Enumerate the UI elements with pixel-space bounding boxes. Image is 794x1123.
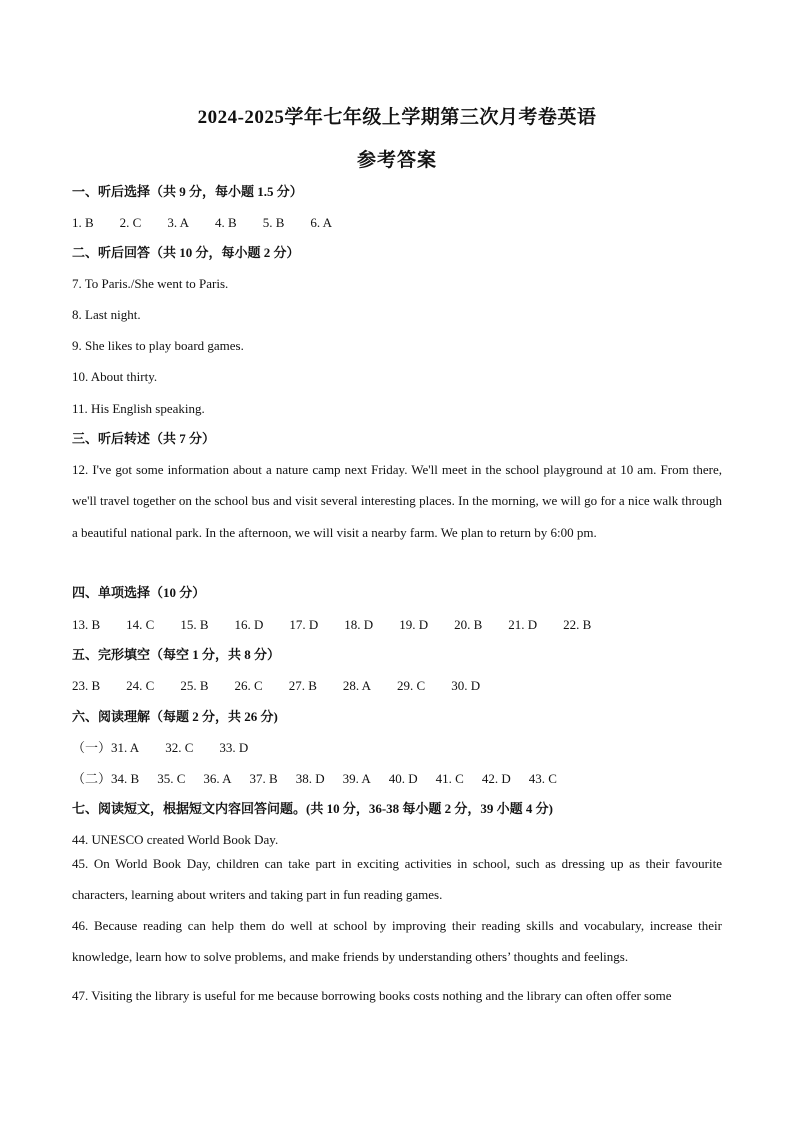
answer-7: 7. To Paris./She went to Paris.	[72, 276, 229, 291]
section-4-answers	[72, 617, 722, 633]
section-5-heading: 五、完形填空（每空 1 分，共 8 分）	[72, 647, 281, 662]
section-1-heading: 一、听后选择（共 9 分，每小题 1.5 分）	[72, 184, 303, 199]
answer-item: 17. D	[289, 617, 319, 632]
answer-item: 31. A	[111, 740, 140, 755]
answer-item: 6. A	[310, 215, 333, 230]
answer-item: 2. C	[119, 215, 142, 230]
answer-item: 43. C	[528, 771, 557, 786]
answer-item: 41. C	[435, 771, 464, 786]
answer-item: 25. B	[180, 678, 209, 693]
section-1-answers	[72, 215, 722, 231]
answer-item: 30. D	[451, 678, 481, 693]
section-5-answers	[72, 678, 722, 694]
answer-item: 18. D	[344, 617, 374, 632]
section-2-heading: 二、听后回答（共 10 分，每小题 2 分）	[72, 245, 300, 260]
section-6-part-2-answers	[72, 771, 722, 787]
answer-item: 32. C	[165, 740, 194, 755]
section-3-heading: 三、听后转述（共 7 分）	[72, 431, 216, 446]
answer-item: 15. B	[180, 617, 209, 632]
answer-10: 10. About thirty.	[72, 369, 158, 384]
answer-9: 9. She likes to play board games.	[72, 338, 244, 353]
answer-item: 34. B	[111, 771, 140, 786]
section-6-heading: 六、阅读理解（每题 2 分，共 26 分)	[72, 709, 278, 724]
answer-item: 23. B	[72, 678, 101, 693]
answer-11: 11. His English speaking.	[72, 401, 205, 416]
answer-item: 22. B	[563, 617, 592, 632]
part-label: （一）	[72, 740, 112, 755]
answer-item: 13. B	[72, 617, 101, 632]
answer-item: 4. B	[215, 215, 237, 230]
section-4-heading: 四、单项选择（10 分）	[72, 585, 206, 600]
section-7-heading: 七、阅读短文，根据短文内容回答问题。(共 10 分，36-38 每小题 2 分，39 小题 4 分)	[72, 801, 553, 816]
answer-item: 36. A	[203, 771, 232, 786]
answer-item: 5. B	[262, 215, 285, 230]
answer-item: 33. D	[219, 740, 249, 755]
answer-item: 3. A	[167, 215, 190, 230]
answer-8: 8. Last night.	[72, 307, 141, 322]
answer-44: 44. UNESCO created World Book Day.	[72, 832, 279, 847]
document-subtitle: 参考答案	[356, 150, 437, 171]
answer-item: 29. C	[397, 678, 426, 693]
answer-item: 37. B	[249, 771, 278, 786]
answer-47-start: 47. Visiting the library is useful for me because borrowing books costs nothing and the library can often offer some	[72, 988, 672, 1003]
answer-46-paragraph: 46. Because reading can help them do well at school by improving their reading skills and vocabulary, increase their knowledge, learn how to solve problems, and make friends by understanding others’ thoughts and feelings.	[72, 918, 722, 965]
answer-item: 19. D	[399, 617, 429, 632]
answer-item: 35. C	[157, 771, 186, 786]
part-label: （二）	[72, 771, 112, 786]
answer-45-paragraph: 45. On World Book Day, children can take part in exciting activities in school, such as dressing up as their favourite characters, learning about writers and taking part in fun reading games.	[72, 856, 722, 903]
document-title: 2024-2025学年七年级上学期第三次月考卷英语	[197, 107, 597, 128]
answer-item: 39. A	[342, 771, 371, 786]
answer-item: 42. D	[481, 771, 511, 786]
answer-item: 14. C	[126, 617, 155, 632]
answer-item: 1. B	[72, 215, 94, 230]
answer-item: 40. D	[388, 771, 418, 786]
answer-item: 16. D	[234, 617, 264, 632]
answer-item: 20. B	[454, 617, 483, 632]
answer-item: 21. D	[508, 617, 538, 632]
answer-item: 38. D	[295, 771, 325, 786]
answer-item: 24. C	[126, 678, 155, 693]
section-6-part-1-answers	[72, 740, 722, 756]
answer-item: 27. B	[288, 678, 317, 693]
answer-item: 26. C	[234, 678, 263, 693]
answer-12-paragraph: 12. I've got some information about a nature camp next Friday. We'll meet in the school playground at 10 am. From there, we'll travel together on the school bus and visit several interesting places. In the morning, we will go for a nice walk through a beautiful national park. In the afternoon, we will visit a nearby farm. We plan to return by 6:00 pm.	[72, 462, 722, 540]
answer-item: 28. A	[342, 678, 372, 693]
